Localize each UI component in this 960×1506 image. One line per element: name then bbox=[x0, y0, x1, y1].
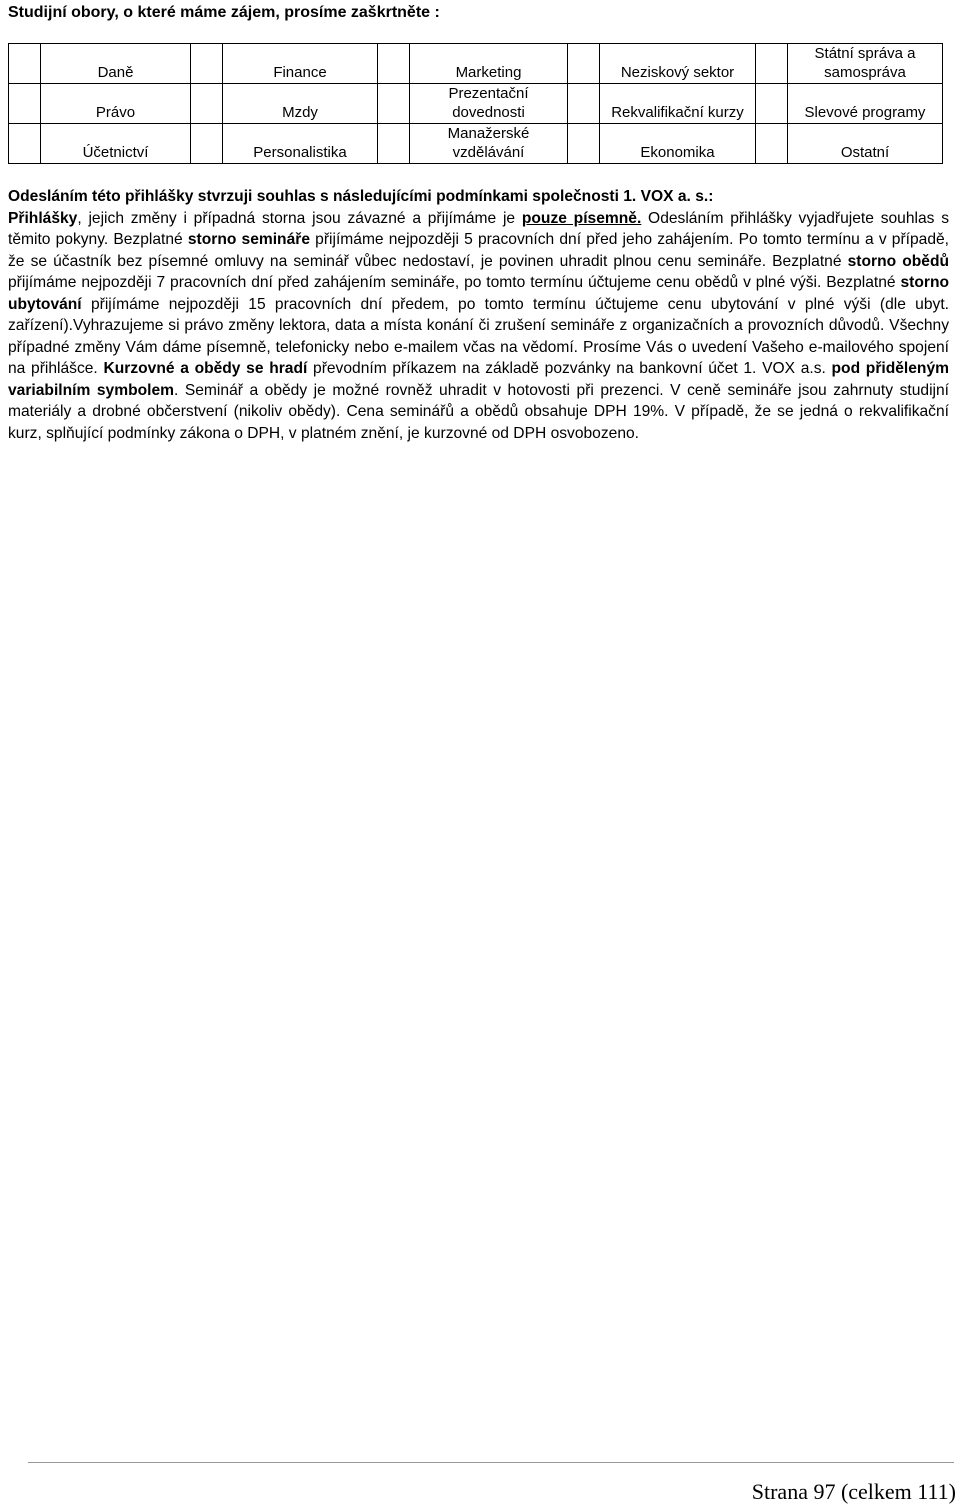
terms-bold-payment: Kurzovné a obědy se hradí bbox=[103, 360, 308, 377]
terms-text: přijímáme nejpozději 15 pracovních dní předem, po tomto termínu účtujeme cenu ubytování v plné výši (dle ubyt. zařízení).Vyhrazujeme si právo změny lektora, data a místa konání či zrušení semináře z organizačních a provozních důvodů. Všechny případné změny Vám dáme písemně, telefonicky nebo e-mailem včas na vědomí. Prosíme Vás o uvedení Vašeho e-mailového spojení na přihlášce. bbox=[8, 295, 949, 377]
field-checkbox-cell[interactable] bbox=[756, 84, 788, 124]
study-fields-table bbox=[8, 43, 943, 164]
terms-text: přijímáme nejpozději 7 pracovních dní před zahájením semináře, po tomto termínu účtujeme cenu obědů v plné výši. Bezplatné bbox=[8, 274, 901, 291]
field-checkbox[interactable] bbox=[570, 84, 597, 122]
field-checkbox-cell[interactable] bbox=[9, 44, 41, 84]
field-checkbox-cell[interactable] bbox=[378, 84, 410, 124]
terms-section bbox=[8, 186, 949, 444]
terms-bold-written-only: pouze písemně. bbox=[521, 209, 642, 227]
field-row bbox=[9, 44, 943, 84]
field-checkbox[interactable] bbox=[11, 84, 38, 122]
field-label: Neziskový sektor bbox=[600, 44, 756, 84]
field-checkbox[interactable] bbox=[570, 44, 597, 82]
field-checkbox[interactable] bbox=[193, 44, 220, 82]
field-checkbox[interactable] bbox=[758, 124, 785, 162]
field-label: Daně bbox=[41, 44, 191, 84]
footer-divider bbox=[28, 1462, 954, 1463]
field-checkbox-cell[interactable] bbox=[9, 84, 41, 124]
terms-paragraph bbox=[8, 208, 949, 445]
field-checkbox[interactable] bbox=[11, 124, 38, 162]
field-checkbox-cell[interactable] bbox=[9, 124, 41, 164]
field-checkbox[interactable] bbox=[570, 124, 597, 162]
field-checkbox-cell[interactable] bbox=[756, 44, 788, 84]
page-number: Strana 97 (celkem 111) bbox=[751, 1479, 956, 1504]
field-label: Marketing bbox=[410, 44, 568, 84]
terms-bold-accommodation-cancel: storno ubytování bbox=[8, 274, 949, 313]
field-label: Finance bbox=[223, 44, 378, 84]
field-label: Právo bbox=[41, 84, 191, 124]
field-label: Rekvalifikační kurzy bbox=[600, 84, 756, 124]
field-checkbox[interactable] bbox=[11, 44, 38, 82]
terms-bold-applications: Přihlášky bbox=[8, 209, 78, 227]
field-label: Slevové programy bbox=[788, 84, 943, 124]
page-heading: Studijní obory, o které máme zájem, prosíme zaškrtněte : bbox=[8, 4, 440, 21]
field-label: Ostatní bbox=[788, 124, 943, 164]
field-checkbox[interactable] bbox=[193, 124, 220, 162]
field-checkbox-cell[interactable] bbox=[191, 124, 223, 164]
field-label: Manažerské vzdělávání bbox=[410, 124, 568, 164]
field-checkbox-cell[interactable] bbox=[568, 44, 600, 84]
field-label: Účetnictví bbox=[41, 124, 191, 164]
field-checkbox[interactable] bbox=[380, 44, 407, 82]
field-checkbox-cell[interactable] bbox=[756, 124, 788, 164]
terms-text: Odesláním přihlášky vyjadřujete souhlas s těmito pokyny. Bezplatné bbox=[8, 209, 950, 248]
field-checkbox-cell[interactable] bbox=[191, 84, 223, 124]
terms-bold-seminar-cancel: storno semináře bbox=[187, 231, 310, 248]
terms-bold-lunch-cancel: storno obědů bbox=[847, 252, 949, 270]
field-checkbox-cell[interactable] bbox=[378, 124, 410, 164]
terms-text: převodním příkazem na základě pozvánky na bankovní účet 1. VOX a.s. bbox=[307, 360, 832, 377]
field-row bbox=[9, 124, 943, 164]
terms-text: , jejich změny i případná storna jsou závazné a přijímáme je bbox=[77, 209, 522, 227]
terms-text: . Seminář a obědy je možné rovněž uhradit v hotovosti při prezenci. V ceně semináře jsou zahrnuty studijní materiály a drobné občerstvení (nikoliv obědy). Cena seminářů a obědů obsahuje DPH 19%. V případě, že se jedná o rekvalifikační kurz, splňující podmínky zákona o DPH, v platném znění, je kurzovné od DPH osvobozeno. bbox=[8, 381, 949, 442]
terms-lead: Odesláním této přihlášky stvrzuji souhlas s následujícími podmínkami společnosti 1. VOX a. s.: bbox=[8, 188, 714, 205]
field-checkbox[interactable] bbox=[758, 84, 785, 122]
field-checkbox-cell[interactable] bbox=[378, 44, 410, 84]
field-row bbox=[9, 84, 943, 124]
field-checkbox-cell[interactable] bbox=[568, 124, 600, 164]
field-checkbox[interactable] bbox=[758, 44, 785, 82]
field-label: Mzdy bbox=[223, 84, 378, 124]
field-checkbox[interactable] bbox=[380, 84, 407, 122]
field-checkbox-cell[interactable] bbox=[568, 84, 600, 124]
field-label: Personalistika bbox=[223, 124, 378, 164]
terms-bold-variable-symbol: pod přiděleným variabilním symbolem bbox=[8, 360, 949, 399]
field-checkbox-cell[interactable] bbox=[191, 44, 223, 84]
terms-text: přijímáme nejpozději 5 pracovních dní před jeho zahájením. Po tomto termínu a v případě, že se účastník bez písemné omluvy na seminář vůbec nedostaví, je povinen uhradit plnou cenu semináře. Bezplatné bbox=[8, 231, 949, 270]
field-label: Prezentační dovednosti bbox=[410, 84, 568, 124]
field-checkbox[interactable] bbox=[380, 124, 407, 162]
field-checkbox[interactable] bbox=[193, 84, 220, 122]
field-label: Státní správa a samospráva bbox=[788, 44, 943, 84]
field-label: Ekonomika bbox=[600, 124, 756, 164]
